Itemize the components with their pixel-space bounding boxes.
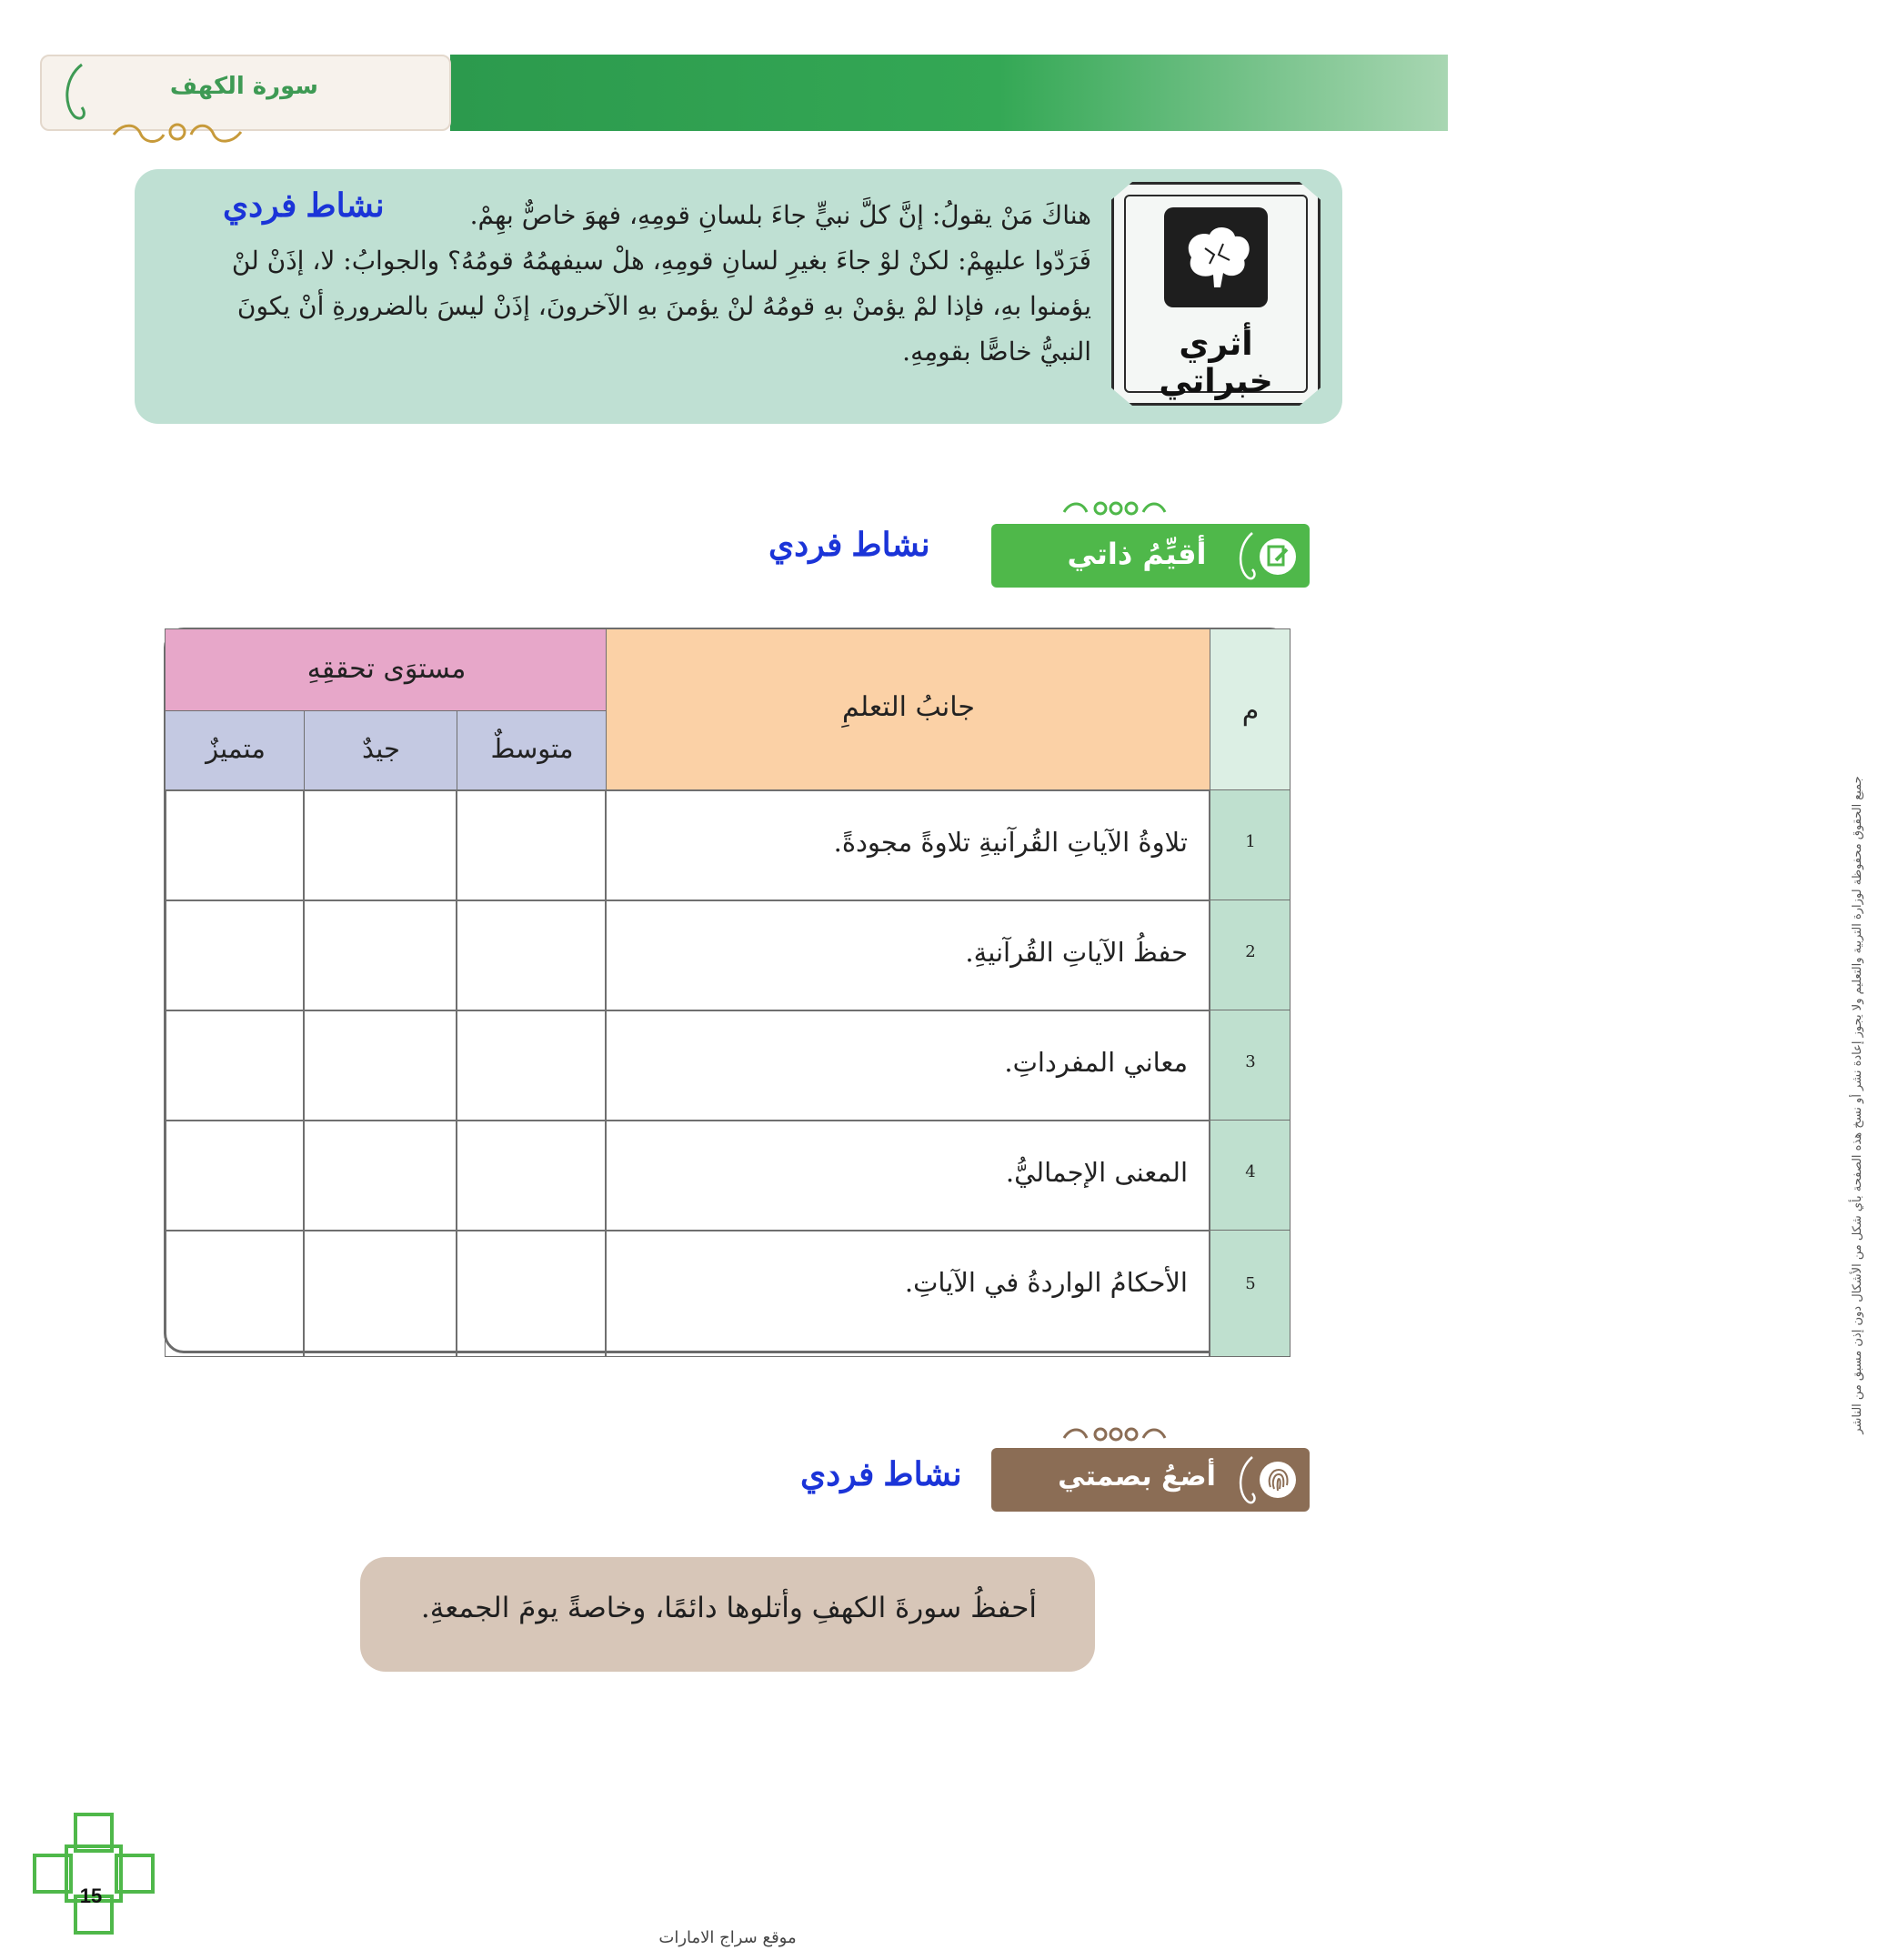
- rating-cell-excellent[interactable]: [165, 900, 305, 1011]
- rating-cell-good[interactable]: [303, 1120, 457, 1231]
- row-aspect-cell: الأحكامُ الواردةُ في الآياتِ.: [605, 1230, 1210, 1357]
- chapter-title: سورة الكهف: [169, 73, 318, 100]
- experience-paragraph: [182, 193, 1091, 375]
- rating-cell-good[interactable]: [303, 1230, 457, 1357]
- rating-cell-average[interactable]: [456, 1120, 607, 1231]
- rating-cell-excellent[interactable]: [165, 1230, 305, 1357]
- footer-site-name: موقع سراج الامارات: [658, 1928, 797, 1947]
- paragraph-line: يؤمنوا بهِ، فإذا لمْ يؤمنْ بهِ قومُهُ لنْ يؤمنَ بهِ الآخرونَ، إذَنْ ليسَ بالضرورةِ أنْ يكونَ: [236, 291, 1091, 321]
- header-level-average: متوسطٌ: [456, 710, 607, 791]
- floral-ornament-icon: [1060, 1424, 1169, 1444]
- header-band: [450, 55, 1448, 131]
- floral-ornament-icon: [109, 118, 246, 146]
- row-aspect-cell: تلاوةُ الآياتِ القُرآنيةِ تلاوةً مجودةً.: [605, 789, 1210, 901]
- fingerprint-label: أضعُ بصمتي: [1058, 1461, 1216, 1493]
- row-number-cell: 3: [1209, 1010, 1290, 1121]
- row-aspect-cell: معاني المفرداتِ.: [605, 1010, 1210, 1121]
- page-number-ornament-icon: [25, 1805, 162, 1942]
- header-level-good: جيدٌ: [303, 710, 457, 791]
- edit-icon: [1260, 538, 1296, 575]
- curl-ornament-icon: [1232, 529, 1260, 584]
- rating-cell-good[interactable]: [303, 900, 457, 1011]
- header-level-excellent: متميزٌ: [165, 710, 305, 791]
- paragraph-line: النبيُّ خاصًّا بقومِهِ.: [902, 337, 1091, 367]
- page-number: 15: [79, 1885, 103, 1907]
- activity-tag: نشاط فردي: [768, 526, 930, 563]
- rating-cell-good[interactable]: [303, 789, 457, 901]
- row-aspect-cell: حفظُ الآياتِ القُرآنيةِ.: [605, 900, 1210, 1011]
- row-number-cell: 2: [1209, 900, 1290, 1011]
- activity-tag: نشاط فردي: [223, 186, 385, 224]
- self-assessment-label: أقيِّمُ ذاتي: [1067, 537, 1207, 571]
- rating-cell-average[interactable]: [456, 900, 607, 1011]
- brain-icon: [1164, 207, 1268, 307]
- paragraph-line: هناكَ مَنْ يقولُ: إنَّ كلَّ نبيٍّ جاءَ بلسانِ قومِهِ، فهوَ خاصٌّ بهِمْ.: [469, 200, 1091, 230]
- copyright-side-note: جميع الحقوق محفوظة لوزارة التربية والتعليم ولا يجوز إعادة نشر أو نسخ هذه الصفحة بأي شكل من الأشكال دون إذن مسبق من الناشر: [1851, 776, 1864, 1434]
- header-number-cell: م: [1209, 628, 1290, 791]
- row-number-cell: 4: [1209, 1120, 1290, 1231]
- self-assessment-table: [164, 628, 1290, 1353]
- floral-ornament-icon: [1060, 498, 1169, 518]
- brain-tile: [1164, 207, 1268, 307]
- rating-cell-excellent[interactable]: [165, 789, 305, 901]
- header-aspect-cell: جانبُ التعلمِ: [605, 628, 1210, 791]
- rating-cell-average[interactable]: [456, 789, 607, 901]
- rating-cell-average[interactable]: [456, 1230, 607, 1357]
- row-aspect-cell: المعنى الإجماليُّ.: [605, 1120, 1210, 1231]
- rating-cell-good[interactable]: [303, 1010, 457, 1121]
- curl-ornament-icon: [55, 60, 91, 124]
- curl-ornament-icon: [1232, 1453, 1260, 1508]
- paragraph-line: فَرَدّوا عليهِمْ: لكنْ لوْ جاءَ بغيرِ لسانِ قومِهِ، هلْ سيفهمُهُ قومُهُ؟ والجوابُ: لا، إذَنْ لنْ: [231, 246, 1091, 276]
- row-number-cell: 5: [1209, 1230, 1290, 1357]
- rating-cell-excellent[interactable]: [165, 1120, 305, 1231]
- activity-tag: نشاط فردي: [800, 1455, 962, 1493]
- fingerprint-icon: [1260, 1462, 1296, 1498]
- experience-badge-label: أثري خبراتي: [1159, 326, 1273, 400]
- rating-cell-excellent[interactable]: [165, 1010, 305, 1121]
- note-text: أحفظُ سورةَ الكهفِ وأتلوها دائمًا، وخاصةً يومَ الجمعةِ.: [420, 1592, 1037, 1624]
- row-number-cell: 1: [1209, 789, 1290, 901]
- header-level-group-cell: مستوَى تحققِهِ: [165, 628, 607, 712]
- rating-cell-average[interactable]: [456, 1010, 607, 1121]
